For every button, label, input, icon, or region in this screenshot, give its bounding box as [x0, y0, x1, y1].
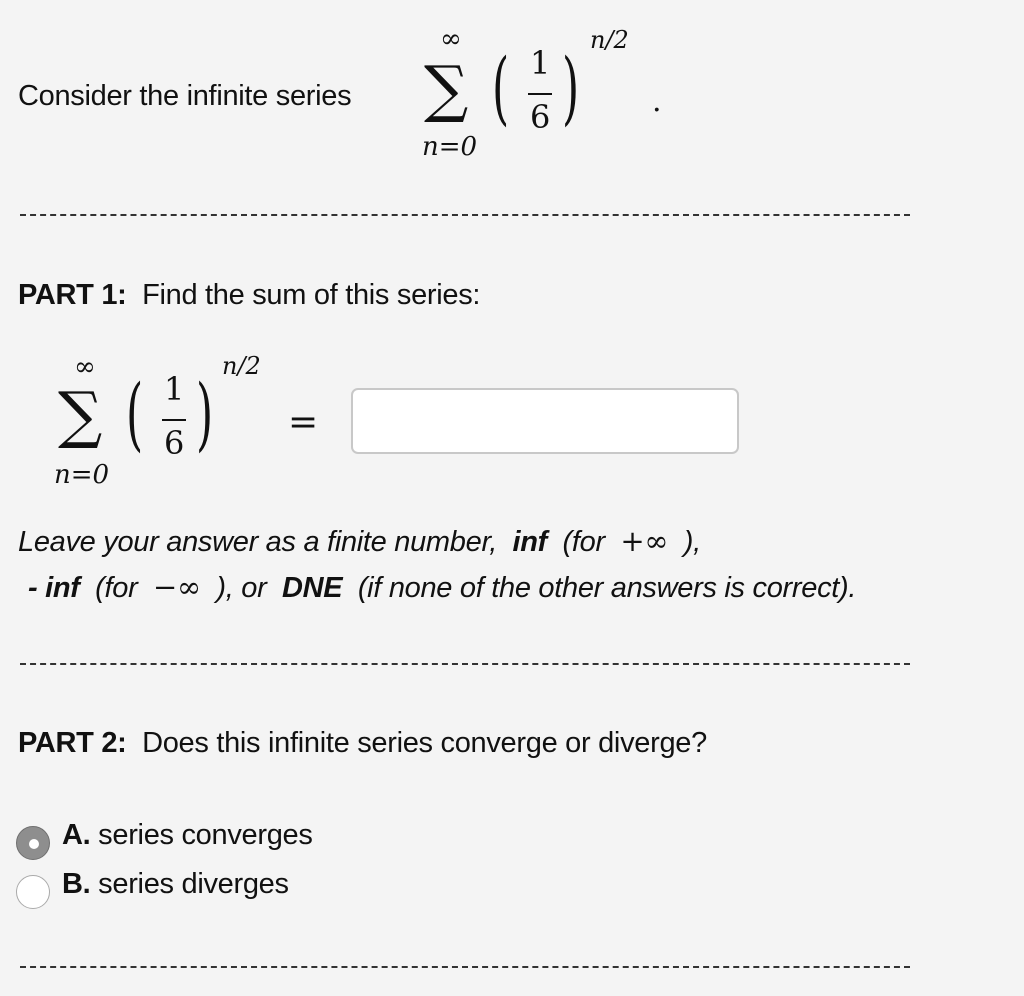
option-b-label[interactable] — [62, 868, 289, 901]
plus-infinity-symbol: +∞ — [620, 524, 669, 558]
sigma-upper-limit: ∞ — [74, 352, 96, 382]
option-a-label[interactable] — [62, 819, 313, 852]
fraction-bar — [162, 419, 186, 421]
sigma-symbol: ∑ — [424, 52, 469, 125]
sum-answer-input[interactable] — [351, 388, 739, 454]
for-minus-label: (for — [95, 572, 138, 604]
intro-text: Consider the infinite series — [18, 80, 352, 112]
instructions-text: Leave your answer as a finite number, — [18, 526, 497, 558]
part2-prompt: Does this infinite series converge or diverge? — [142, 727, 707, 759]
part1-heading — [18, 279, 480, 312]
radio-option-b[interactable] — [16, 875, 50, 909]
sigma-lower-limit: n=0 — [54, 460, 110, 490]
part2-heading — [18, 727, 707, 760]
minus-inf-keyword: - inf — [28, 572, 80, 604]
right-paren: ) — [196, 367, 214, 460]
equals-sign: = — [288, 402, 319, 443]
dne-note: (if none of the other answers is correct). — [357, 572, 857, 604]
part1-label: PART 1: — [18, 279, 127, 311]
close-paren-2: ), or — [216, 572, 267, 604]
fraction-numerator: 1 — [164, 370, 185, 408]
radio-option-a[interactable] — [16, 826, 50, 860]
exponent: n/2 — [222, 352, 261, 380]
minus-infinity-symbol: −∞ — [153, 570, 201, 604]
divider-3 — [20, 966, 910, 968]
dne-keyword: DNE — [281, 572, 343, 604]
sigma-upper-limit: ∞ — [440, 24, 462, 54]
option-b-text: series diverges — [98, 868, 289, 900]
sigma-lower-limit: n=0 — [422, 132, 478, 162]
right-paren: ) — [562, 41, 580, 134]
part1-prompt: Find the sum of this series: — [142, 279, 481, 311]
option-a-letter: A. — [62, 819, 91, 851]
close-paren-1: ), — [683, 526, 701, 558]
part2-label: PART 2: — [18, 727, 127, 759]
divider-1 — [20, 214, 910, 216]
inf-keyword: inf — [512, 526, 548, 558]
instructions-line-2 — [28, 570, 856, 605]
fraction-denominator: 6 — [164, 424, 185, 462]
instructions-line-1 — [18, 524, 701, 559]
sigma-symbol: ∑ — [58, 378, 103, 451]
period: . — [652, 84, 662, 119]
fraction-bar — [528, 93, 552, 95]
left-paren: ( — [492, 41, 510, 134]
option-b-letter: B. — [62, 868, 91, 900]
series-formula — [400, 20, 680, 170]
series-formula-2 — [18, 350, 338, 500]
left-paren: ( — [126, 367, 144, 460]
exponent: n/2 — [590, 26, 629, 54]
option-a-text: series converges — [98, 819, 313, 851]
for-plus-label: (for — [562, 526, 605, 558]
fraction-numerator: 1 — [530, 44, 551, 82]
divider-2 — [20, 663, 910, 665]
fraction-denominator: 6 — [530, 98, 551, 136]
